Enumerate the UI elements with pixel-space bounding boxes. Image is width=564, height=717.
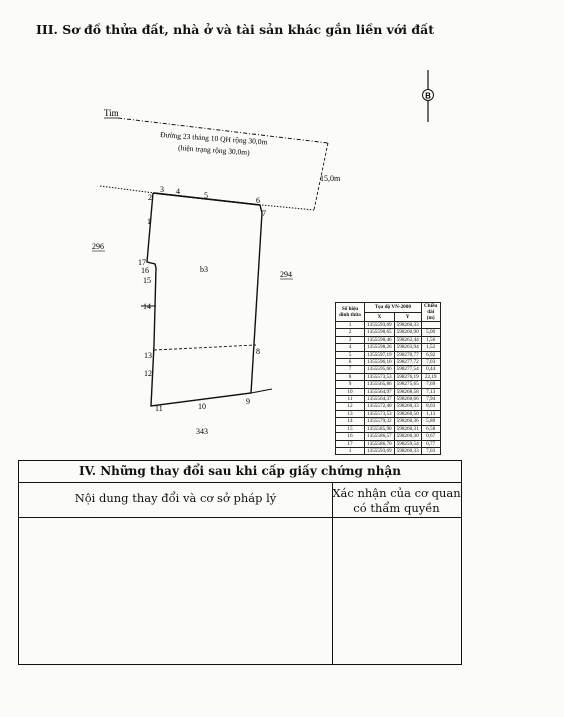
table-cell-y: 598260,33 [394,403,421,410]
table-row [336,403,441,410]
col-x-header: X [365,312,395,322]
table-cell-y: 598275,65 [394,381,421,388]
table-cell-len: 7,03 [421,359,440,366]
table-cell-len: 7,94 [421,396,440,403]
table-row [336,440,441,447]
table-cell-y: 598260,31 [394,425,421,432]
table-row [336,359,441,366]
vertex-label: 3 [160,185,164,194]
authority-confirmation-header [332,483,461,517]
table-cell-x: 1355598,65 [365,329,395,336]
table-cell-y: 598268,58 [394,388,421,395]
table-cell-x: 1355593,69 [365,322,395,329]
vertex-label: 5 [204,191,208,200]
table-cell-pt: 17 [336,440,365,447]
table-row [336,381,441,388]
road-status: (hiện trạng rộng 30,0m) [177,143,250,157]
table-row [336,344,441,351]
vertex-label: 11 [155,404,163,413]
tim-label: Tim [104,108,119,118]
north-arrow-icon [423,70,434,122]
table-cell-y: 598277,54 [394,366,421,373]
table-cell-len: 6,92 [421,351,440,358]
table-row [336,373,441,380]
table-cell-len: 7,69 [421,381,440,388]
vertex-label: 15 [143,276,151,285]
table-row [336,425,441,432]
vertex-label: 10 [198,402,206,411]
table-cell-y: 598262,44 [394,336,421,343]
table-row [336,410,441,417]
table-row [336,329,441,336]
vertex-label: 1 [147,217,151,226]
col-length-header: Chiều dài (m) [421,303,440,322]
vertex-label: 8 [256,347,260,356]
col-point-header: Số hiệu đỉnh thửa [336,303,365,322]
neighbor-border-right [251,389,272,393]
table-cell-x: 1355586,70 [365,440,395,447]
table-cell-y: 598276,19 [394,373,421,380]
table-cell-y: 598260,33 [394,322,421,329]
lot-boundary [147,193,262,406]
table-cell-pt: 5 [336,351,365,358]
change-content-cell[interactable] [19,518,332,664]
front-extension-left [100,186,154,193]
table-cell-len: 7,13 [421,388,440,395]
neighbor-left: 296 [92,242,104,251]
table-row [336,322,441,329]
table-cell-y: 598260,33 [394,447,421,454]
table-cell-x: 1355573,53 [365,373,395,380]
front-extension-right [262,205,314,210]
table-cell-len: 5,00 [421,329,440,336]
table-cell-x: 1355579,32 [365,418,395,425]
table-cell-len: 8,03 [421,403,440,410]
table-row [336,447,441,454]
neighbor-bottom: 343 [196,427,208,436]
changes-section [18,460,462,665]
authority-confirmation-cell[interactable] [333,518,461,664]
table-cell-y: 598260,36 [394,418,421,425]
table-cell-len: 0,67 [421,433,440,440]
table-cell-y: 598260,90 [394,329,421,336]
table-cell-pt: 1 [336,447,365,454]
internal-division-line [154,345,256,350]
table-row [336,433,441,440]
table-cell-x: 1355597,19 [365,351,395,358]
table-row [336,388,441,395]
table-cell-len: 1,13 [421,410,440,417]
table-cell-x: 1355565,86 [365,381,395,388]
table-cell-x: 1355595,66 [365,366,395,373]
table-cell-pt: 15 [336,425,365,432]
table-cell-len: 0,44 [421,366,440,373]
table-cell-x: 1355572,40 [365,403,395,410]
table-cell-pt: 16 [336,433,365,440]
table-cell-x: 1355598,26 [365,344,395,351]
table-cell-pt: 10 [336,388,365,395]
table-cell-pt: 9 [336,381,365,388]
neighbor-right: 294 [280,270,292,279]
authority-header-line2: có thẩm quyền [353,501,440,515]
vertex-label: 12 [144,369,152,378]
table-cell-len: 1,52 [421,344,440,351]
table-cell-y: 598260,30 [394,433,421,440]
vertex-label: 9 [246,397,250,406]
table-cell-pt: 3 [336,336,365,343]
table-cell-x: 1355573,53 [365,410,395,417]
vertex-label: 2 [148,193,152,202]
table-cell-pt: 12 [336,403,365,410]
table-cell-pt: 13 [336,410,365,417]
vertex-label: 17 [138,258,146,267]
table-cell-pt: 14 [336,418,365,425]
table-cell-pt: 2 [336,329,365,336]
table-cell-pt: 8 [336,373,365,380]
table-cell-x: 1355586,57 [365,433,395,440]
table-cell-pt: 6 [336,359,365,366]
table-row [336,351,441,358]
table-row [336,396,441,403]
table-cell-y: 598277,72 [394,359,421,366]
table-row [336,336,441,343]
vertex-label: 6 [256,196,260,205]
table-cell-y: 598270,77 [394,351,421,358]
table-cell-x: 1355564,37 [365,396,395,403]
col-coord-header: Tọa độ VN-2000 [365,303,422,313]
table-cell-len: 22,19 [421,373,440,380]
table-cell-pt: 1 [336,322,365,329]
table-cell-x: 1355564,97 [365,388,395,395]
table-cell-x: 1355598,46 [365,336,395,343]
vertex-label: 7 [262,209,266,218]
vertex-label: 16 [141,266,149,275]
table-cell-x: 1355585,90 [365,425,395,432]
changes-body [19,518,461,664]
coordinate-table [335,302,441,455]
vertex-label: 4 [176,187,180,196]
lot-label: b3 [200,265,208,274]
table-cell-pt: 7 [336,366,365,373]
table-cell-x: 1355596,10 [365,359,395,366]
svg-text:B: B [425,91,431,101]
change-content-header: Nội dung thay đổi và cơ sở pháp lý [74,491,277,505]
table-cell-y: 598259,54 [394,440,421,447]
table-cell-len: 7,03 [421,447,440,454]
table-cell-len [421,322,440,329]
table-row [336,366,441,373]
changes-title: IV. Những thay đổi sau khi cấp giấy chứng nhận [19,461,461,483]
table-cell-y: 598260,50 [394,410,421,417]
table-cell-len: 0,77 [421,440,440,447]
section-title: III. Sơ đồ thửa đất, nhà ở và tài sản khác gắn liền với đất [36,22,434,37]
table-cell-y: 598263,94 [394,344,421,351]
table-cell-y: 598260,66 [394,396,421,403]
changes-header-row [19,483,461,518]
vertex-label: 14 [143,302,151,311]
table-cell-x: 1355593,69 [365,447,395,454]
table-cell-len: 5,80 [421,418,440,425]
table-cell-len: 6,58 [421,425,440,432]
vertex-label: 13 [144,351,152,360]
table-cell-pt: 11 [336,396,365,403]
table-cell-pt: 4 [336,344,365,351]
table-row [336,418,441,425]
table-cell-len: 1,56 [421,336,440,343]
setback-label: 15,0m [320,174,341,183]
authority-header-line1: Xác nhận của cơ quan [332,486,461,500]
vertex-labels [138,185,266,413]
col-y-header: Y [394,312,421,322]
road-name: Đường 23 tháng 10 QH rộng 30,0m [159,130,268,147]
